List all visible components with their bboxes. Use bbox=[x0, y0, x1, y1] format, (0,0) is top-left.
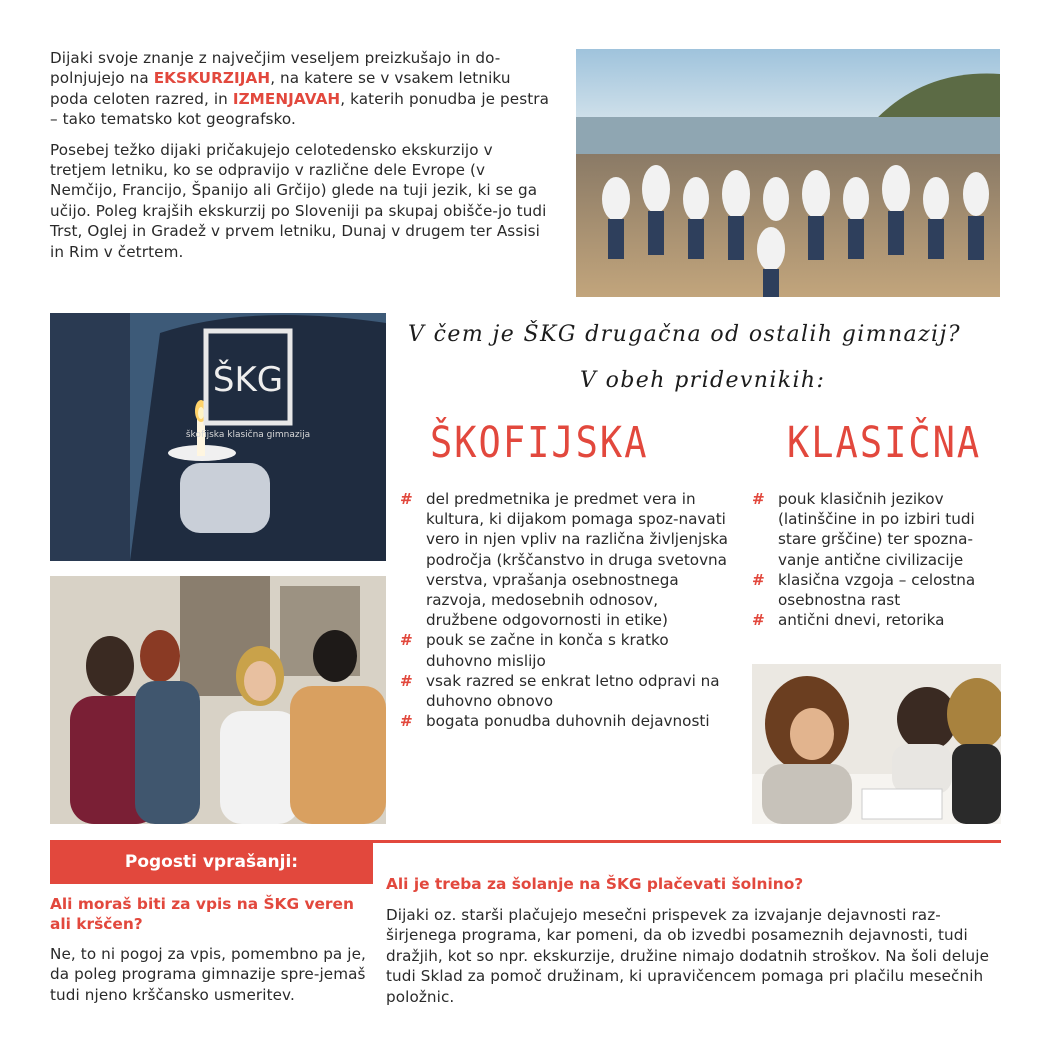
faq-divider-line bbox=[373, 840, 1001, 843]
faq-title: Pogosti vprašanji: bbox=[124, 852, 299, 872]
intro-paragraph-1: Dijaki svoje znanje z največjim veseljem preizkušajo in do-polnjujejo na EKSKURZIJAH, na katere se v vsakem letniku poda celoten razred, in IZMENJAVAH, katerih ponudba je pestra – tako tematsko kot geografsko. bbox=[50, 49, 550, 129]
skofijska-list bbox=[400, 489, 730, 731]
hash-bullet-icon: # bbox=[400, 490, 413, 508]
list-item: # antični dnevi, retorika bbox=[752, 611, 945, 630]
hash-bullet-icon: # bbox=[400, 712, 413, 731]
highlight-izmenjavah: IZMENJAVAH bbox=[232, 89, 341, 108]
klasicna-title: KLASIČNA bbox=[787, 418, 982, 468]
faq-answer-2: Dijaki oz. starši plačujejo mesečni prispevek za izvajanje dejavnosti raz-širjenega programa, kar pomeni, da ob izvedbi posameznih dejavnosti, tudi dražjih, kot so npr. ekskurzije, družine nimajo dodatnih stroškov. Na šoli deluje tudi Sklad za pomoč družinam, ki upravičencem pomaga pri plačilu mesečnih položnic. bbox=[386, 906, 990, 1006]
intro-paragraph-2: Posebej težko dijaki pričakujejo celotedensko ekskurzijo v tretjem letniku, ko se odpravijo v različne dele Evrope (v Nemčijo, Francijo, Španijo ali Grčijo) glede na tuji jezik, ki se ga učijo. Poleg krajših ekskurzij po Sloveniji pa skupaj obišče-jo tudi Trst, Oglej in Gradež v prvem letniku, Dunaj v drugem ter Assisi in Rim v četrtem. bbox=[50, 140, 547, 261]
shirt-logo-text: ŠKG bbox=[212, 360, 284, 400]
faq-answer-1: Ne, to ni pogoj za vpis, pomembno pa je, da poleg programa gimnazije spre-jemaš tudi njeno krščansko usmeritev. bbox=[50, 945, 366, 1004]
handwritten-heading-line2: V obeh pridevnikih: bbox=[580, 368, 826, 393]
hash-bullet-icon: # bbox=[400, 631, 413, 650]
list-item: # klasična vzgoja – celostna osebnostna rast bbox=[752, 570, 976, 610]
intro-text bbox=[50, 48, 550, 262]
shirt-caption-text: škofijska klasična gimnazija bbox=[185, 430, 311, 440]
list-item: # vsak razred se enkrat letno odpravi na duhovno obnovo bbox=[400, 671, 720, 711]
faq-question-1: Ali moraš biti za vpis na ŠKG veren ali krščen? bbox=[50, 895, 354, 933]
faq-title-bar bbox=[50, 840, 373, 884]
list-item: # del predmetnika je predmet vera in kultura, ki dijakom pomaga spoz-navati vero in njen vpliv na različna življenjska področja (krščanstvo in druga svetovna verstva, vprašanja osebnostnega razvoja, medosebnih odnosov, družbene odgovornosti in etike) bbox=[400, 490, 728, 630]
klasicna-list bbox=[752, 489, 1002, 630]
hash-bullet-icon: # bbox=[752, 570, 765, 589]
faq-question-2: Ali je treba za šolanje na ŠKG plačevati šolnino? bbox=[386, 875, 804, 893]
list-item: # pouk klasičnih jezikov (latinščine in po izbiri tudi stare grščine) ter spozna-vanje antične civilizacije bbox=[752, 490, 975, 569]
highlight-ekskurzijah: EKSKURZIJAH bbox=[153, 69, 271, 88]
beach-group-photo bbox=[576, 49, 1000, 297]
list-item: # pouk se začne in konča s kratko duhovno mislijo bbox=[400, 631, 669, 670]
hash-bullet-icon: # bbox=[752, 490, 765, 508]
hash-bullet-icon: # bbox=[400, 671, 413, 690]
candle-photo bbox=[50, 313, 386, 561]
study-group-photo bbox=[752, 664, 1001, 824]
students-group-photo bbox=[50, 576, 386, 824]
list-item: # bogata ponudba duhovnih dejavnosti bbox=[400, 712, 710, 731]
skofijska-title: ŠKOFIJSKA bbox=[430, 418, 649, 468]
handwritten-heading-line1: V čem je ŠKG drugačna od ostalih gimnazij? bbox=[408, 322, 961, 347]
hash-bullet-icon: # bbox=[752, 611, 765, 630]
